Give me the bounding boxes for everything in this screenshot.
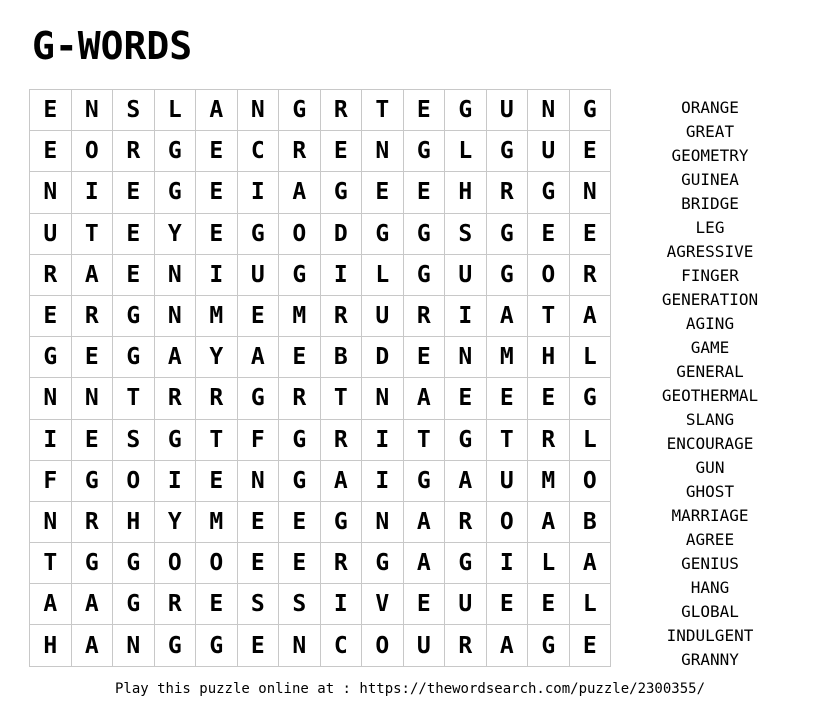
grid-cell[interactable]: N bbox=[238, 90, 280, 131]
grid-cell[interactable]: R bbox=[196, 378, 238, 419]
grid-cell[interactable]: L bbox=[528, 543, 570, 584]
grid-cell[interactable]: G bbox=[362, 543, 404, 584]
grid-cell[interactable]: N bbox=[238, 461, 280, 502]
grid-cell[interactable]: I bbox=[362, 420, 404, 461]
grid-cell[interactable]: G bbox=[113, 337, 155, 378]
grid-cell[interactable]: G bbox=[113, 584, 155, 625]
grid-cell[interactable]: L bbox=[570, 584, 612, 625]
grid-cell[interactable]: E bbox=[528, 214, 570, 255]
grid-cell[interactable]: U bbox=[445, 584, 487, 625]
word-list-item: HANG bbox=[690, 578, 730, 597]
grid-cell[interactable]: A bbox=[155, 337, 197, 378]
grid-cell[interactable]: N bbox=[72, 378, 114, 419]
word-list-item: GUINEA bbox=[681, 170, 739, 189]
word-list-item: GEOTHERMAL bbox=[661, 386, 759, 405]
grid-cell[interactable]: E bbox=[279, 543, 321, 584]
grid-cell[interactable]: C bbox=[321, 625, 363, 666]
grid-cell[interactable]: A bbox=[570, 296, 612, 337]
grid-cell[interactable]: O bbox=[528, 255, 570, 296]
grid-cell[interactable]: H bbox=[528, 337, 570, 378]
grid-cell[interactable]: E bbox=[570, 625, 612, 666]
grid-cell[interactable]: G bbox=[445, 90, 487, 131]
grid-cell[interactable]: R bbox=[279, 378, 321, 419]
word-list-item: SLANG bbox=[685, 410, 735, 429]
grid-cell[interactable]: G bbox=[196, 625, 238, 666]
grid-cell[interactable]: U bbox=[238, 255, 280, 296]
grid-cell[interactable]: I bbox=[487, 543, 529, 584]
grid-cell[interactable]: R bbox=[155, 584, 197, 625]
grid-cell[interactable]: A bbox=[404, 502, 446, 543]
letter-grid[interactable] bbox=[29, 89, 611, 667]
grid-cell[interactable]: E bbox=[321, 131, 363, 172]
grid-cell[interactable]: I bbox=[362, 461, 404, 502]
grid-cell[interactable]: N bbox=[362, 502, 404, 543]
grid-cell[interactable]: G bbox=[487, 214, 529, 255]
grid-cell[interactable]: E bbox=[238, 625, 280, 666]
grid-cell[interactable]: M bbox=[196, 502, 238, 543]
grid-cell[interactable]: N bbox=[279, 625, 321, 666]
grid-cell[interactable]: T bbox=[528, 296, 570, 337]
grid-cell[interactable]: G bbox=[155, 420, 197, 461]
grid-cell[interactable]: G bbox=[155, 131, 197, 172]
grid-cell[interactable]: R bbox=[155, 378, 197, 419]
grid-cell[interactable]: I bbox=[321, 255, 363, 296]
grid-cell[interactable]: G bbox=[155, 172, 197, 213]
grid-cell[interactable]: T bbox=[404, 420, 446, 461]
grid-cell[interactable]: E bbox=[196, 214, 238, 255]
grid-cell[interactable]: R bbox=[279, 131, 321, 172]
grid-cell[interactable]: A bbox=[196, 90, 238, 131]
grid-cell[interactable]: S bbox=[113, 90, 155, 131]
grid-cell[interactable]: R bbox=[72, 296, 114, 337]
grid-cell[interactable]: R bbox=[30, 255, 72, 296]
grid-cell[interactable]: I bbox=[30, 420, 72, 461]
grid-cell[interactable]: I bbox=[196, 255, 238, 296]
grid-cell[interactable]: R bbox=[72, 502, 114, 543]
grid-cell[interactable]: R bbox=[404, 296, 446, 337]
grid-cell[interactable]: R bbox=[321, 296, 363, 337]
grid-cell[interactable]: H bbox=[113, 502, 155, 543]
grid-cell[interactable]: N bbox=[445, 337, 487, 378]
grid-cell[interactable]: M bbox=[528, 461, 570, 502]
grid-cell[interactable]: E bbox=[196, 172, 238, 213]
grid-cell[interactable]: M bbox=[279, 296, 321, 337]
grid-cell[interactable]: U bbox=[528, 131, 570, 172]
grid-cell[interactable]: A bbox=[72, 255, 114, 296]
grid-cell[interactable]: T bbox=[321, 378, 363, 419]
grid-cell[interactable]: T bbox=[30, 543, 72, 584]
grid-cell[interactable]: E bbox=[570, 131, 612, 172]
grid-cell[interactable]: G bbox=[404, 131, 446, 172]
grid-cell[interactable]: A bbox=[487, 296, 529, 337]
word-list-item: FINGER bbox=[681, 266, 739, 285]
grid-cell[interactable]: R bbox=[570, 255, 612, 296]
grid-cell[interactable]: F bbox=[238, 420, 280, 461]
grid-cell[interactable]: R bbox=[445, 502, 487, 543]
grid-cell[interactable]: A bbox=[404, 543, 446, 584]
grid-cell[interactable]: B bbox=[321, 337, 363, 378]
grid-cell[interactable]: E bbox=[30, 131, 72, 172]
grid-cell[interactable]: R bbox=[445, 625, 487, 666]
grid-cell[interactable]: G bbox=[528, 172, 570, 213]
grid-cell[interactable]: L bbox=[362, 255, 404, 296]
word-list-item: GENERATION bbox=[661, 290, 759, 309]
grid-cell[interactable]: T bbox=[487, 420, 529, 461]
grid-cell[interactable]: A bbox=[487, 625, 529, 666]
grid-cell[interactable]: E bbox=[528, 378, 570, 419]
grid-cell[interactable]: N bbox=[30, 172, 72, 213]
grid-cell[interactable]: G bbox=[404, 255, 446, 296]
grid-cell[interactable]: E bbox=[445, 378, 487, 419]
grid-cell[interactable]: G bbox=[155, 625, 197, 666]
word-list-item: ORANGE bbox=[681, 98, 739, 117]
grid-cell[interactable]: T bbox=[72, 214, 114, 255]
word-list-item: GRANNY bbox=[681, 650, 739, 669]
grid-cell[interactable]: E bbox=[72, 337, 114, 378]
grid-cell[interactable]: M bbox=[196, 296, 238, 337]
grid-cell[interactable]: L bbox=[155, 90, 197, 131]
grid-cell[interactable]: G bbox=[321, 172, 363, 213]
grid-cell[interactable]: N bbox=[570, 172, 612, 213]
grid-cell[interactable]: E bbox=[404, 90, 446, 131]
grid-cell[interactable]: E bbox=[404, 584, 446, 625]
grid-cell[interactable]: U bbox=[487, 461, 529, 502]
grid-cell[interactable]: E bbox=[113, 172, 155, 213]
grid-cell[interactable]: G bbox=[528, 625, 570, 666]
grid-cell[interactable]: G bbox=[279, 90, 321, 131]
grid-cell[interactable]: O bbox=[362, 625, 404, 666]
grid-cell[interactable]: O bbox=[155, 543, 197, 584]
grid-cell[interactable]: O bbox=[487, 502, 529, 543]
word-list-item: GEOMETRY bbox=[671, 146, 749, 165]
grid-cell[interactable]: G bbox=[487, 131, 529, 172]
grid-cell[interactable]: S bbox=[279, 584, 321, 625]
grid-cell[interactable]: A bbox=[404, 378, 446, 419]
grid-cell[interactable]: G bbox=[445, 543, 487, 584]
grid-cell[interactable]: O bbox=[72, 131, 114, 172]
grid-cell[interactable]: Y bbox=[155, 502, 197, 543]
word-list-item: GUN bbox=[695, 458, 725, 477]
grid-cell[interactable]: N bbox=[155, 296, 197, 337]
word-list-item: GLOBAL bbox=[681, 602, 739, 621]
grid-cell[interactable]: G bbox=[72, 461, 114, 502]
grid-cell[interactable]: E bbox=[487, 378, 529, 419]
grid-cell[interactable]: H bbox=[445, 172, 487, 213]
grid-cell[interactable]: T bbox=[113, 378, 155, 419]
word-list-item: GREAT bbox=[685, 122, 735, 141]
word-list-item: LEG bbox=[695, 218, 725, 237]
grid-cell[interactable]: L bbox=[445, 131, 487, 172]
grid-cell[interactable]: I bbox=[72, 172, 114, 213]
grid-cell[interactable]: N bbox=[362, 378, 404, 419]
grid-cell[interactable]: E bbox=[279, 502, 321, 543]
grid-cell[interactable]: B bbox=[570, 502, 612, 543]
grid-cell[interactable]: A bbox=[570, 543, 612, 584]
grid-cell[interactable]: A bbox=[279, 172, 321, 213]
grid-cell[interactable]: R bbox=[321, 420, 363, 461]
grid-cell[interactable]: G bbox=[570, 378, 612, 419]
grid-cell[interactable]: I bbox=[321, 584, 363, 625]
grid-cell[interactable]: G bbox=[404, 214, 446, 255]
grid-cell[interactable]: S bbox=[238, 584, 280, 625]
grid-cell[interactable]: U bbox=[404, 625, 446, 666]
grid-cell[interactable]: O bbox=[113, 461, 155, 502]
word-list-item: MARRIAGE bbox=[671, 506, 749, 525]
grid-cell[interactable]: E bbox=[238, 296, 280, 337]
word-list bbox=[640, 96, 780, 672]
grid-cell[interactable]: Y bbox=[155, 214, 197, 255]
word-list-item: AGREE bbox=[685, 530, 735, 549]
grid-cell[interactable]: E bbox=[238, 543, 280, 584]
word-list-item: GENERAL bbox=[676, 362, 744, 381]
word-list-item: GENIUS bbox=[681, 554, 739, 573]
grid-cell[interactable]: G bbox=[72, 543, 114, 584]
grid-cell[interactable]: E bbox=[196, 131, 238, 172]
grid-cell[interactable]: O bbox=[279, 214, 321, 255]
word-list-item: GAME bbox=[690, 338, 730, 357]
word-list-item: GHOST bbox=[685, 482, 735, 501]
grid-cell[interactable]: R bbox=[487, 172, 529, 213]
grid-cell[interactable]: D bbox=[321, 214, 363, 255]
grid-cell[interactable]: G bbox=[279, 255, 321, 296]
grid-cell[interactable]: G bbox=[570, 90, 612, 131]
grid-cell[interactable]: I bbox=[238, 172, 280, 213]
grid-cell[interactable]: M bbox=[487, 337, 529, 378]
grid-cell[interactable]: E bbox=[404, 172, 446, 213]
grid-cell[interactable]: S bbox=[445, 214, 487, 255]
grid-cell[interactable]: E bbox=[30, 296, 72, 337]
grid-cell[interactable]: E bbox=[487, 584, 529, 625]
grid-cell[interactable]: N bbox=[72, 90, 114, 131]
grid-cell[interactable]: G bbox=[113, 296, 155, 337]
grid-cell[interactable]: G bbox=[279, 420, 321, 461]
grid-cell[interactable]: N bbox=[155, 255, 197, 296]
grid-cell[interactable]: C bbox=[238, 131, 280, 172]
grid-cell[interactable]: E bbox=[113, 255, 155, 296]
word-list-item: AGING bbox=[685, 314, 735, 333]
grid-cell[interactable]: G bbox=[30, 337, 72, 378]
puzzle-title: G-WORDS bbox=[32, 24, 193, 68]
word-list-item: BRIDGE bbox=[681, 194, 739, 213]
grid-cell[interactable]: R bbox=[321, 543, 363, 584]
grid-cell[interactable]: O bbox=[196, 543, 238, 584]
grid-cell[interactable]: G bbox=[445, 420, 487, 461]
grid-cell[interactable]: E bbox=[196, 461, 238, 502]
play-online-footer: Play this puzzle online at : https://thewordsearch.com/puzzle/2300355/ bbox=[114, 681, 705, 697]
grid-cell[interactable]: G bbox=[362, 214, 404, 255]
grid-cell[interactable]: G bbox=[321, 502, 363, 543]
word-list-item: ENCOURAGE bbox=[666, 434, 754, 453]
grid-cell[interactable]: E bbox=[238, 502, 280, 543]
grid-cell[interactable]: N bbox=[30, 378, 72, 419]
grid-cell[interactable]: A bbox=[72, 584, 114, 625]
grid-cell[interactable]: N bbox=[113, 625, 155, 666]
grid-cell[interactable]: S bbox=[113, 420, 155, 461]
grid-cell[interactable]: A bbox=[321, 461, 363, 502]
grid-cell[interactable]: A bbox=[528, 502, 570, 543]
grid-cell[interactable]: T bbox=[196, 420, 238, 461]
grid-cell[interactable]: U bbox=[445, 255, 487, 296]
grid-cell[interactable]: I bbox=[445, 296, 487, 337]
grid-cell[interactable]: I bbox=[155, 461, 197, 502]
grid-cell[interactable]: L bbox=[570, 337, 612, 378]
grid-cell[interactable]: E bbox=[570, 214, 612, 255]
grid-cell[interactable]: U bbox=[30, 214, 72, 255]
grid-cell[interactable]: G bbox=[238, 378, 280, 419]
grid-cell[interactable]: N bbox=[30, 502, 72, 543]
grid-cell[interactable]: E bbox=[404, 337, 446, 378]
grid-cell[interactable]: G bbox=[279, 461, 321, 502]
grid-cell[interactable]: E bbox=[196, 584, 238, 625]
grid-cell[interactable]: E bbox=[279, 337, 321, 378]
grid-cell[interactable]: U bbox=[362, 296, 404, 337]
grid-cell[interactable]: G bbox=[113, 543, 155, 584]
grid-cell[interactable]: T bbox=[362, 90, 404, 131]
grid-cell[interactable]: O bbox=[570, 461, 612, 502]
grid-cell[interactable]: V bbox=[362, 584, 404, 625]
word-list-item: AGRESSIVE bbox=[666, 242, 754, 261]
grid-cell[interactable]: F bbox=[30, 461, 72, 502]
grid-cell[interactable]: G bbox=[487, 255, 529, 296]
grid-cell[interactable]: L bbox=[570, 420, 612, 461]
grid-cell[interactable]: G bbox=[238, 214, 280, 255]
grid-cell[interactable]: A bbox=[30, 584, 72, 625]
grid-cell[interactable]: U bbox=[487, 90, 529, 131]
grid-cell[interactable]: E bbox=[362, 172, 404, 213]
grid-cell[interactable]: N bbox=[362, 131, 404, 172]
grid-cell[interactable]: R bbox=[321, 90, 363, 131]
grid-cell[interactable]: H bbox=[30, 625, 72, 666]
grid-cell[interactable]: E bbox=[72, 420, 114, 461]
grid-cell[interactable]: E bbox=[113, 214, 155, 255]
grid-cell[interactable]: R bbox=[528, 420, 570, 461]
grid-cell[interactable]: D bbox=[362, 337, 404, 378]
grid-cell[interactable]: A bbox=[445, 461, 487, 502]
grid-cell[interactable]: A bbox=[72, 625, 114, 666]
grid-cell[interactable]: A bbox=[238, 337, 280, 378]
grid-cell[interactable]: N bbox=[528, 90, 570, 131]
grid-cell[interactable]: E bbox=[30, 90, 72, 131]
word-list-item: INDULGENT bbox=[666, 626, 754, 645]
grid-cell[interactable]: G bbox=[404, 461, 446, 502]
grid-cell[interactable]: Y bbox=[196, 337, 238, 378]
grid-cell[interactable]: E bbox=[528, 584, 570, 625]
grid-cell[interactable]: R bbox=[113, 131, 155, 172]
